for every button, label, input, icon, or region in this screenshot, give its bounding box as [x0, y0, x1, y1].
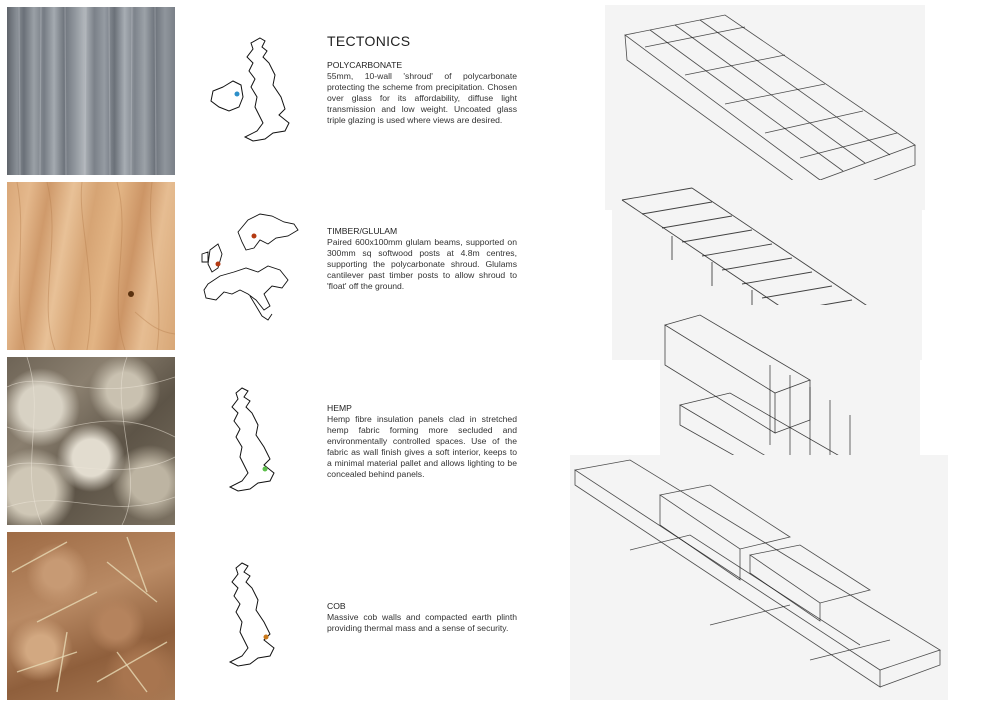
material-description: Massive cob walls and compacted earth plinth providing thermal mass and a sense of security.	[327, 612, 517, 633]
material-block-timber	[327, 226, 517, 292]
polycarbonate-swatch	[7, 7, 175, 175]
location-marker	[263, 467, 268, 472]
sketch-cob-plinth	[570, 455, 948, 700]
material-description: 55mm, 10-wall 'shroud' of polycarbonate protecting the scheme from precipitation. Chosen over glass for its affordability, diffuse light transmission and low weight. Uncoated glass triple glazing is used where views are desired.	[327, 71, 517, 125]
page-heading: TECTONICS	[327, 33, 411, 49]
cob-swatch	[7, 532, 175, 700]
material-block-hemp	[327, 403, 517, 480]
location-marker	[252, 234, 257, 239]
material-label: HEMP	[327, 403, 352, 413]
location-marker	[235, 92, 240, 97]
material-label: TIMBER/GLULAM	[327, 226, 398, 236]
location-marker	[216, 262, 221, 267]
material-description: Hemp fibre insulation panels clad in stretched hemp fabric forming more secluded and environmentally controlled spaces. Use of the fabric as wall finish gives a soft interior, keeps to a minimal material pallet and allows lighting to be concealed behind panels.	[327, 414, 517, 479]
material-label: COB	[327, 601, 346, 611]
uk-map-polycarbonate	[205, 35, 295, 147]
material-block-polycarbonate	[327, 60, 517, 126]
hemp-swatch	[7, 357, 175, 525]
material-description: Paired 600x100mm glulam beams, supported on 300mm sq softwood posts at 4.8m centres, supporting the polycarbonate shroud. Glulams cantilever past timber posts to allow shroud to 'float' off the ground.	[327, 237, 517, 291]
uk-map-hemp	[220, 385, 282, 497]
timber-swatch	[7, 182, 175, 350]
location-marker	[264, 635, 269, 640]
europe-map-timber	[198, 210, 300, 322]
uk-map-cob	[220, 560, 282, 672]
material-label: POLYCARBONATE	[327, 60, 403, 70]
material-block-cob	[327, 601, 517, 634]
